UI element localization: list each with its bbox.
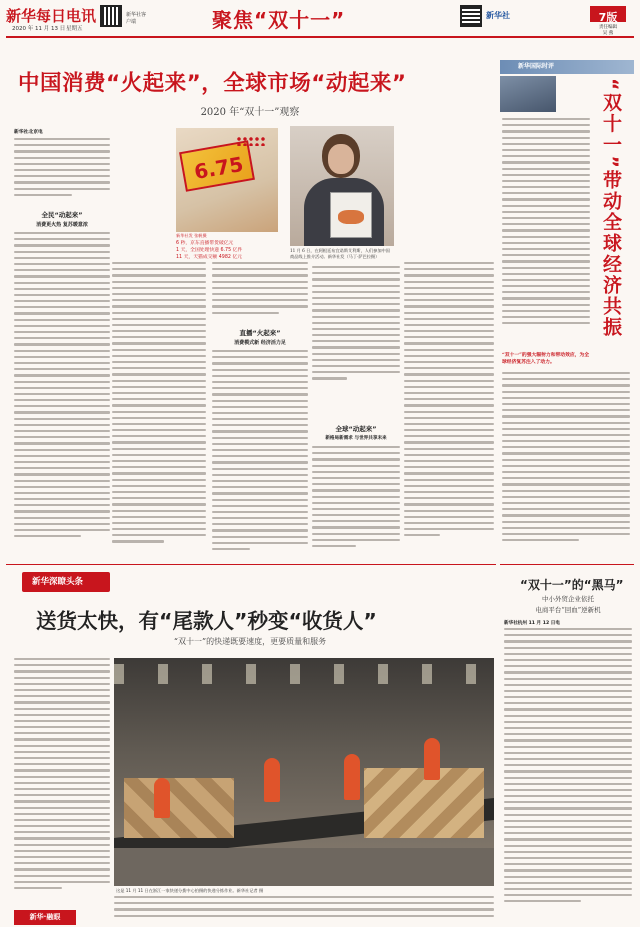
right-bottom-text: [504, 628, 632, 920]
lead-section-head-3: [312, 424, 400, 441]
side-text-a: [502, 118, 590, 348]
bottom-subtitle: “双十一”的快递既要速度，更要质量和服务: [173, 637, 327, 646]
stat-line-2: 1 天，全国处理快递 6.75 亿件: [176, 248, 243, 253]
lead-col3-text-a: [212, 262, 308, 320]
lead-subtitle: 2020 年“双十一”观察: [200, 107, 300, 118]
photo1-caption: 新华社发 张帆摄: [176, 233, 207, 238]
ceiling-lights: [114, 664, 494, 684]
qr-code-left[interactable]: [100, 5, 122, 27]
worker-2: [264, 758, 280, 802]
lead-col1-text-b: [14, 232, 110, 557]
footer-brand: 新华·融眼: [29, 913, 61, 921]
paper-name: 新华每日电讯: [6, 7, 97, 25]
bottom-col1-text: [14, 658, 110, 912]
lead-col3-text-b: [212, 350, 308, 558]
page-number-badge: [590, 6, 626, 22]
right-bottom-dateline: 新华社杭州 11 月 12 日电: [504, 621, 560, 626]
lead-col2-text: [112, 262, 206, 562]
side-headline: “双十一”带动全球经济共振: [600, 78, 622, 338]
section-head-2-sub: 消费模式新 经济活力足: [234, 340, 286, 346]
bottom-col2-text: [114, 896, 494, 924]
section-title-text: 聚焦“双十一”: [212, 8, 346, 32]
lead-col5-text: [404, 262, 494, 558]
right-bottom-subtitle-1: 中小外贸企业依托: [542, 595, 594, 603]
logo-text: 新华社: [486, 11, 510, 20]
parcel-stack-left: [124, 778, 234, 838]
product-image: [338, 210, 364, 224]
lead-section-head-1: [14, 210, 110, 228]
section-head-3-title: 全球“动起来”: [335, 425, 377, 433]
issue-date: 2020 年 11 月 13 日: [12, 26, 66, 32]
photo1-stat-list: [176, 240, 278, 261]
editor-label: 责任编辑: [599, 25, 617, 30]
editor-name: 吴 燕: [602, 31, 614, 36]
lead-byline: 新华社北京电: [14, 130, 43, 135]
page-number: 7版: [598, 11, 618, 24]
section-title: [212, 4, 392, 30]
side-text-b: [502, 372, 630, 560]
section-divider-right: [500, 564, 634, 565]
masthead-rule: [6, 36, 634, 38]
footer-brand-box: [14, 910, 76, 925]
lead-photo-2: [290, 126, 394, 246]
infographic-dots: [236, 136, 266, 146]
section-head-1-title: 全民“动起来”: [41, 211, 83, 219]
masthead: [0, 0, 640, 34]
stat-line-3: 11 天，天猫成交额 4982 亿元: [176, 255, 243, 260]
lead-col4-text-a: [312, 266, 400, 386]
side-commentary-label: [500, 60, 634, 74]
lead-col1-text-a: [14, 138, 110, 205]
section-head-3-sub: 新格局新需求 与世界共享未来: [325, 436, 387, 441]
lead-infographic-photo: [176, 128, 278, 232]
person-face: [328, 144, 354, 174]
client-label: 新华社客户端: [126, 12, 147, 25]
lead-section-head-2: [212, 328, 308, 346]
issue-weekday: 星期五: [66, 26, 83, 32]
bottom-headline: 送货太快，有“尾款人”秒变“收货人”: [36, 609, 377, 633]
photo2-caption: 11 月 6 日，在阿根廷布宜诺斯艾利斯，人们参加中国商品线上推介活动。新华社发（马丁·萨巴拉摄）: [290, 248, 390, 259]
right-bottom-subtitle-2: 电商平台“回血”逆新机: [535, 606, 601, 614]
floor: [114, 848, 494, 886]
side-photo: [500, 76, 556, 112]
bottom-warehouse-photo: [114, 658, 494, 886]
qr-code-right[interactable]: [460, 5, 482, 27]
lead-col4-text-b: [312, 446, 400, 558]
side-label-text: 新华国际时评: [518, 63, 555, 70]
lead-headline: 中国消费“火起来”，全球市场“动起来”: [18, 71, 407, 96]
bottom-photo-caption: 这是 11 月 11 日在浙江一家快递分拨中心拍摄的快递分拣作业。新华社记者 摄: [116, 888, 264, 893]
side-highlight: “双十一”的强大辐射力和带动效应，为全球经济复苏注入了动力。: [502, 352, 590, 365]
worker-1: [154, 778, 170, 818]
bottom-tag-text: 新华深瞭头条: [32, 577, 84, 587]
section-divider: [6, 564, 496, 565]
worker-4: [424, 738, 440, 780]
right-bottom-headline: “双十一”的“黑马”: [520, 578, 624, 592]
stat-line-1: 6 秒，京东直播带货破亿元: [176, 241, 234, 246]
worker-3: [344, 754, 360, 800]
infographic-stat: 6.75: [192, 151, 246, 185]
section-head-2-title: 直播“火起来”: [239, 329, 281, 337]
bottom-story-tag: [22, 572, 110, 592]
section-head-1-sub: 消费更火热 复苏暖意浓: [36, 222, 88, 228]
